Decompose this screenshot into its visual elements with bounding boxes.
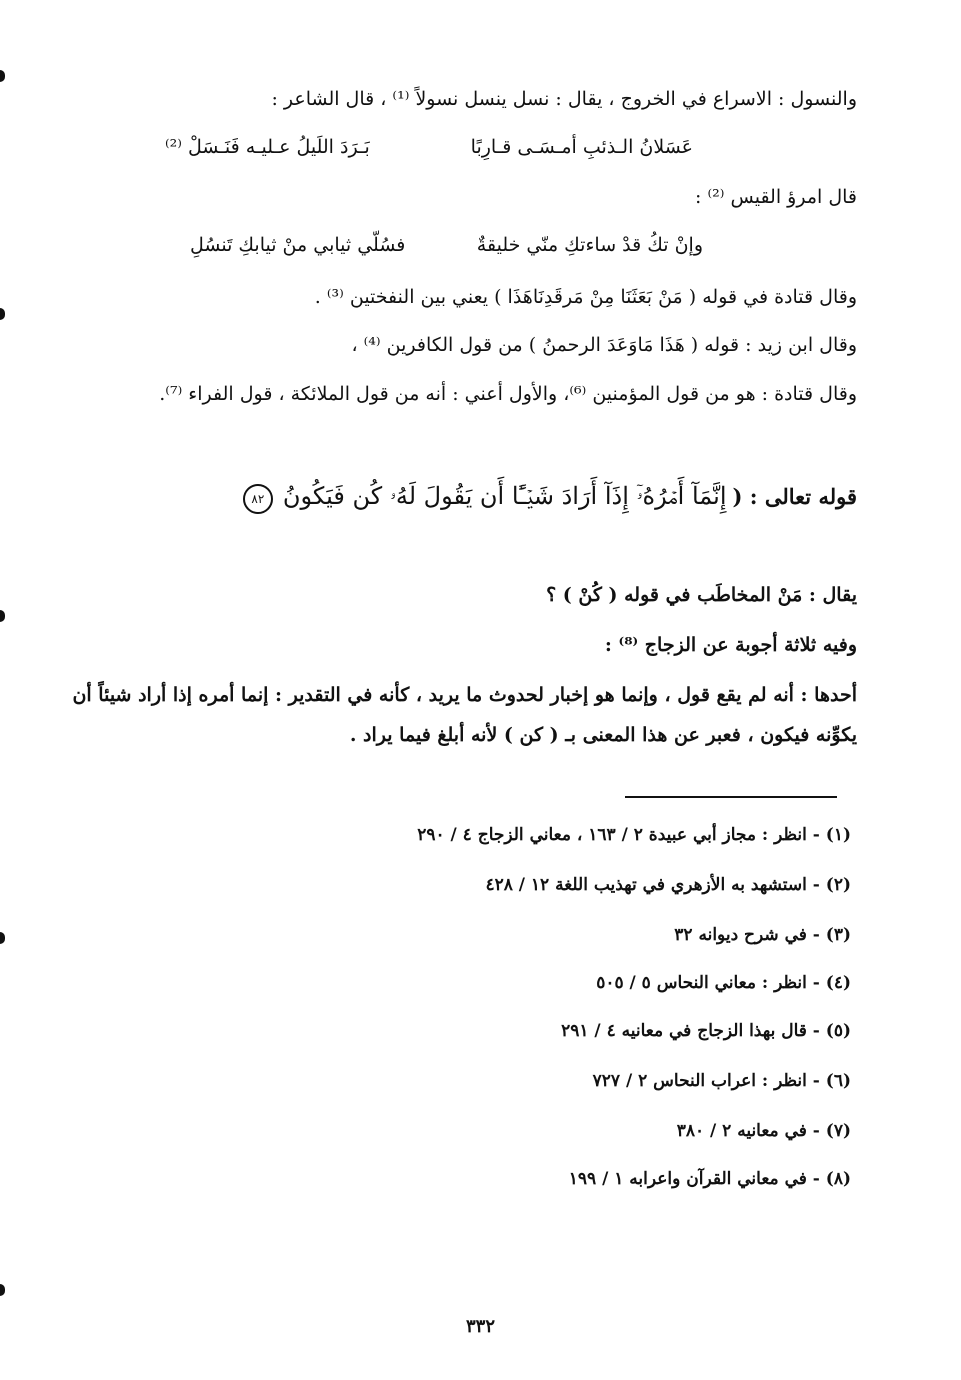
body-line-12: يكوِّنه فيكون ، فعبر عن هذا المعنى بـ ( كن ) لأنه أبلغ فيما يراد . (349, 724, 857, 746)
body-line-1: والنسول : الاسراع في الخروج ، يقال : نسل ينسل نسولاً ⁽¹⁾ ، قال الشاعر : (271, 88, 857, 110)
body-line-3: قال امرؤ القيس ⁽²⁾ : (695, 186, 857, 208)
body-line-10: وفيه ثلاثة أجوبة عن الزجاج ⁽⁸⁾ : (604, 634, 857, 656)
footnote-4: (٤) - انظر : معاني النحاس ٥ / ٥٠٥ (596, 973, 851, 993)
binding-hole-mark (0, 70, 5, 82)
binding-hole-mark (0, 610, 5, 622)
page-number: ٣٣٢ (465, 1316, 495, 1337)
binding-hole-mark (0, 308, 5, 320)
body-line-6: وقال ابن زيد : قوله ( هَذَا مَاوَعَدَ الرحمنُ ) من قول الكافرين ⁽⁴⁾ ، (351, 334, 857, 356)
quran-verse-text: إِنَّمَآ أَمۡرُهُۥٓ إِذَآ أَرَادَ شَيۡـًٔا أَن يَقُولَ لَهُۥ كُن فَيَكُونُ (282, 482, 727, 510)
binding-hole-mark (0, 1284, 5, 1296)
footnote-8: (٨) - في معاني القرآن واعرابه ١ / ١٩٩ (568, 1169, 851, 1189)
footnote-7: (٧) - في معانيه ٢ / ٣٨٠ (676, 1121, 851, 1141)
footnote-5: (٥) - قال بهذا الزجاج في معانيه ٤ / ٢٩١ (561, 1021, 851, 1041)
body-line-9: يقال : مَنْ المخاطَب في قوله ( كُنْ ) ؟ (546, 584, 857, 606)
body-line-5: وقال قتادة في قوله ( مَنْ بَعَثَنَا مِنْ مَرقَدِنَاهَذَا ) يعني بين النفختين ⁽³⁾ . (314, 286, 857, 308)
ayah-number-icon: ٨٢ (243, 484, 273, 514)
body-line-7: وقال قتادة : هو من قول المؤمنين ⁽⁶⁾، والأول أعني : أنه من قول الملائكة ، قول الفراء ⁽⁷⁾. (159, 383, 857, 405)
verse2-second-hemistich: فسُلّي ثيابي منْ ثيابكِ تَنسُلِ (190, 234, 406, 256)
verse1-second-hemistich: بَـرَدَ اللَيلُ عـليـه فَنَـسَلْ ⁽²⁾ (165, 136, 370, 158)
footnote-1: (١) - انظر : مجاز أبي عبيدة ٢ / ١٦٣ ، معاني الزجاج ٤ / ٢٩٠ (417, 825, 851, 845)
footnote-2: (٢) - استشهد به الأزهري في تهذيب اللغة ١٢ / ٤٢٨ (485, 875, 851, 895)
binding-hole-mark (0, 932, 5, 944)
verse1-first-hemistich: عَسَلانُ الـذئبِ أمـسَـى قـارِبًا (470, 136, 693, 158)
verse-intro: قوله تعالى : ( (732, 484, 857, 509)
footnote-3: (٣) - في شرح ديوانه ٣٢ (674, 925, 851, 945)
verse2-first-hemistich: وإنْ تكُ قدْ ساءتكِ منّي خليقةٌ (476, 234, 703, 256)
body-line-11: أحدها : أنه لم يقع قول ، وإنما هو إخبار لحدوث ما يريد ، كأنه في التقدير : إنما أمره إذا أراد شيئاً أن (72, 684, 857, 706)
quran-verse-line (243, 476, 857, 518)
footnote-6: (٦) - انظر : اعراب النحاس ٢ / ٧٢٧ (592, 1071, 851, 1091)
footnote-separator (625, 796, 837, 798)
